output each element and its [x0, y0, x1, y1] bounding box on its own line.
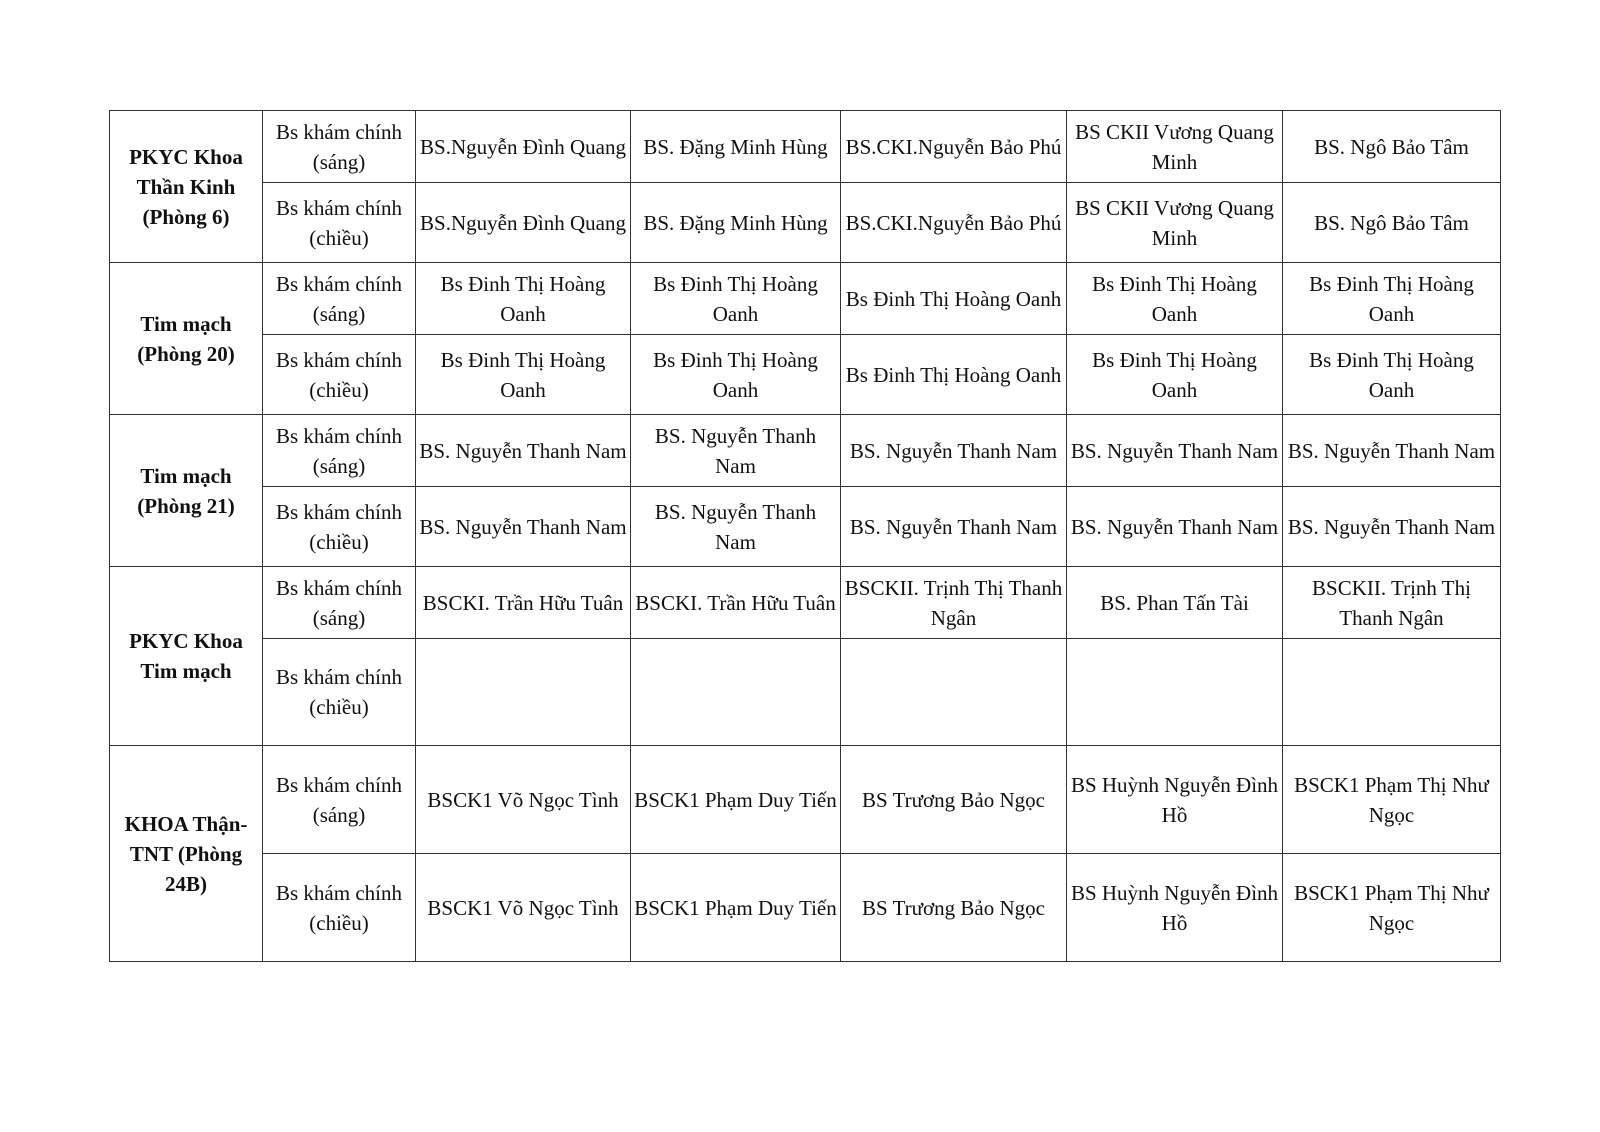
- doctor-cell: BS. Nguyễn Thanh Nam: [1283, 487, 1501, 567]
- shift-cell: Bs khám chính (sáng): [263, 746, 416, 854]
- doctor-cell: BS. Ngô Bảo Tâm: [1283, 111, 1501, 183]
- doctor-cell: Bs Đinh Thị Hoàng Oanh: [631, 335, 841, 415]
- table-row: [110, 567, 1501, 639]
- doctor-cell: Bs Đinh Thị Hoàng Oanh: [1067, 335, 1283, 415]
- shift-cell: Bs khám chính (sáng): [263, 111, 416, 183]
- doctor-cell: BS.Nguyễn Đình Quang: [416, 183, 631, 263]
- doctor-cell: BS.CKI.Nguyễn Bảo Phú: [841, 183, 1067, 263]
- shift-cell: Bs khám chính (chiều): [263, 639, 416, 746]
- shift-cell: Bs khám chính (sáng): [263, 567, 416, 639]
- doctor-cell: Bs Đinh Thị Hoàng Oanh: [841, 263, 1067, 335]
- doctor-cell: BS. Nguyễn Thanh Nam: [631, 487, 841, 567]
- doctor-cell: BS. Nguyễn Thanh Nam: [631, 415, 841, 487]
- table-row: [110, 335, 1501, 415]
- doctor-cell: BSCK1 Phạm Duy Tiến: [631, 746, 841, 854]
- doctor-cell: BS. Nguyễn Thanh Nam: [841, 415, 1067, 487]
- shift-cell: Bs khám chính (chiều): [263, 487, 416, 567]
- doctor-cell: BS. Đặng Minh Hùng: [631, 183, 841, 263]
- doctor-cell: BS Trương Bảo Ngọc: [841, 746, 1067, 854]
- table-row: [110, 415, 1501, 487]
- department-cell: KHOA Thận-TNT (Phòng 24B): [110, 746, 263, 962]
- shift-cell: Bs khám chính (sáng): [263, 263, 416, 335]
- doctor-cell: BS Huỳnh Nguyễn Đình Hồ: [1067, 746, 1283, 854]
- doctor-cell: BS. Nguyễn Thanh Nam: [1067, 415, 1283, 487]
- doctor-cell: BSCK1 Phạm Thị Như Ngọc: [1283, 746, 1501, 854]
- shift-cell: Bs khám chính (chiều): [263, 335, 416, 415]
- department-cell: PKYC Khoa Tim mạch: [110, 567, 263, 746]
- table-row: [110, 854, 1501, 962]
- doctor-cell: BS.Nguyễn Đình Quang: [416, 111, 631, 183]
- doctor-cell: BSCKII. Trịnh Thị Thanh Ngân: [1283, 567, 1501, 639]
- department-cell: Tim mạch (Phòng 21): [110, 415, 263, 567]
- doctor-cell: BSCK1 Phạm Thị Như Ngọc: [1283, 854, 1501, 962]
- doctor-cell: BSCKI. Trần Hữu Tuân: [631, 567, 841, 639]
- doctor-cell: BS. Phan Tấn Tài: [1067, 567, 1283, 639]
- doctor-cell: BS.CKI.Nguyễn Bảo Phú: [841, 111, 1067, 183]
- doctor-cell: BSCK1 Phạm Duy Tiến: [631, 854, 841, 962]
- doctor-cell: [1067, 639, 1283, 746]
- shift-cell: Bs khám chính (sáng): [263, 415, 416, 487]
- doctor-cell: BS Trương Bảo Ngọc: [841, 854, 1067, 962]
- department-cell: Tim mạch (Phòng 20): [110, 263, 263, 415]
- doctor-cell: Bs Đinh Thị Hoàng Oanh: [631, 263, 841, 335]
- doctor-cell: BS. Nguyễn Thanh Nam: [1067, 487, 1283, 567]
- doctor-cell: Bs Đinh Thị Hoàng Oanh: [841, 335, 1067, 415]
- doctor-cell: Bs Đinh Thị Hoàng Oanh: [1067, 263, 1283, 335]
- doctor-cell: Bs Đinh Thị Hoàng Oanh: [1283, 263, 1501, 335]
- doctor-cell: BS. Nguyễn Thanh Nam: [841, 487, 1067, 567]
- table-row: [110, 746, 1501, 854]
- schedule-table: [109, 110, 1501, 962]
- doctor-cell: BS. Nguyễn Thanh Nam: [416, 487, 631, 567]
- department-cell: PKYC Khoa Thần Kinh (Phòng 6): [110, 111, 263, 263]
- doctor-cell: BSCKI. Trần Hữu Tuân: [416, 567, 631, 639]
- doctor-cell: BSCK1 Võ Ngọc Tình: [416, 746, 631, 854]
- doctor-cell: Bs Đinh Thị Hoàng Oanh: [416, 335, 631, 415]
- table-row: [110, 263, 1501, 335]
- doctor-cell: Bs Đinh Thị Hoàng Oanh: [416, 263, 631, 335]
- shift-cell: Bs khám chính (chiều): [263, 183, 416, 263]
- table-row: [110, 487, 1501, 567]
- doctor-cell: BS. Nguyễn Thanh Nam: [416, 415, 631, 487]
- doctor-cell: BS CKII Vương Quang Minh: [1067, 183, 1283, 263]
- doctor-cell: BSCKII. Trịnh Thị Thanh Ngân: [841, 567, 1067, 639]
- table-row: [110, 639, 1501, 746]
- doctor-cell: [631, 639, 841, 746]
- doctor-cell: BS. Đặng Minh Hùng: [631, 111, 841, 183]
- doctor-cell: BS Huỳnh Nguyễn Đình Hồ: [1067, 854, 1283, 962]
- doctor-cell: BS. Nguyễn Thanh Nam: [1283, 415, 1501, 487]
- doctor-cell: BS. Ngô Bảo Tâm: [1283, 183, 1501, 263]
- doctor-cell: [416, 639, 631, 746]
- table-row: [110, 183, 1501, 263]
- table-row: [110, 111, 1501, 183]
- doctor-cell: [1283, 639, 1501, 746]
- doctor-cell: [841, 639, 1067, 746]
- doctor-cell: BS CKII Vương Quang Minh: [1067, 111, 1283, 183]
- shift-cell: Bs khám chính (chiều): [263, 854, 416, 962]
- doctor-cell: BSCK1 Võ Ngọc Tình: [416, 854, 631, 962]
- doctor-cell: Bs Đinh Thị Hoàng Oanh: [1283, 335, 1501, 415]
